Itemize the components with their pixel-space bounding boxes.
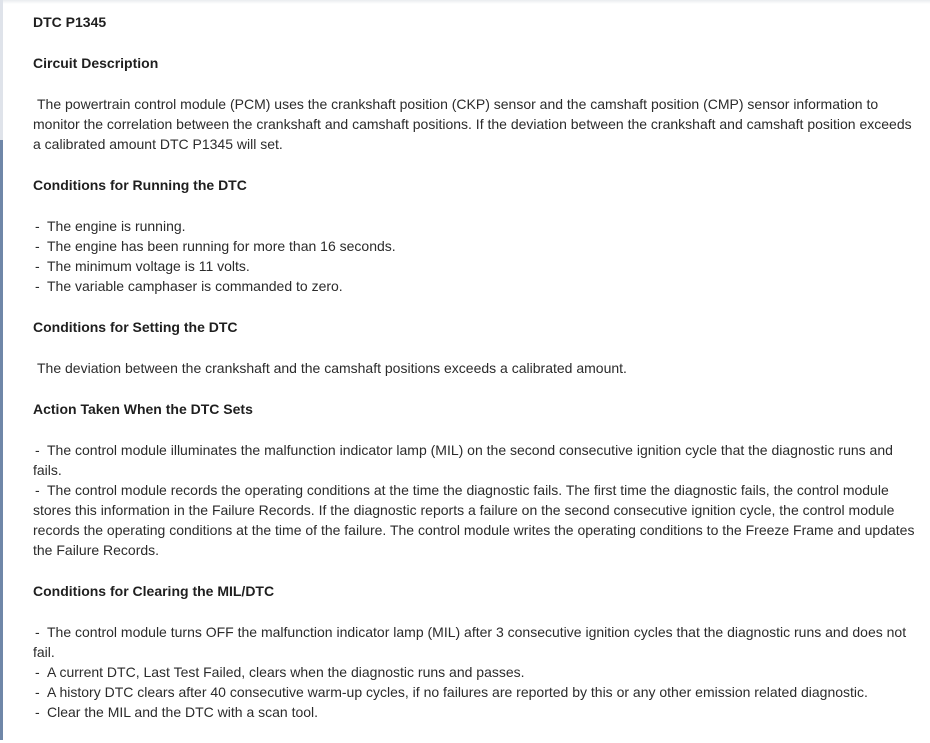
list-item bbox=[33, 622, 918, 662]
action-taken-heading: Action Taken When the DTC Sets bbox=[33, 401, 253, 417]
list-item bbox=[33, 662, 918, 682]
conditions-running-list bbox=[33, 216, 918, 296]
list-item-text: The variable camphaser is commanded to zero. bbox=[47, 278, 343, 294]
action-taken-list bbox=[33, 440, 918, 560]
bullet-dash: - bbox=[35, 278, 40, 294]
list-item bbox=[33, 682, 918, 702]
list-item-text: The control module turns OFF the malfunction indicator lamp (MIL) after 3 consecutive ignition cycles that the diagnostic runs and does not fail. bbox=[33, 624, 907, 660]
list-item bbox=[33, 236, 918, 256]
list-item-text: The engine is running. bbox=[47, 218, 186, 234]
list-item bbox=[33, 276, 918, 296]
conditions-setting-text: The deviation between the crankshaft and the camshaft positions exceeds a calibrated amount. bbox=[37, 360, 627, 376]
bullet-dash: - bbox=[35, 442, 40, 458]
list-item-text: A history DTC clears after 40 consecutive warm-up cycles, if no failures are reported by this or any other emission related diagnostic. bbox=[47, 684, 868, 700]
list-item-text: The control module records the operating conditions at the time the diagnostic fails. The first time the diagnostic fails, the control module stores this information in the Failure Records. If the diagnostic reports a failure on the second consecutive ignition cycle, the control module records the operating conditions at the time of the failure. The control module writes the operating conditions to the Freeze Frame and updates the Failure Records. bbox=[33, 482, 915, 558]
bullet-dash: - bbox=[35, 258, 40, 274]
bullet-dash: - bbox=[35, 218, 40, 234]
bullet-dash: - bbox=[35, 704, 40, 720]
top-shadow bbox=[0, 0, 930, 4]
list-item-text: The engine has been running for more than 16 seconds. bbox=[47, 238, 396, 254]
bullet-dash: - bbox=[35, 482, 40, 498]
list-item-text: The control module illuminates the malfunction indicator lamp (MIL) on the second consecutive ignition cycle that the diagnostic runs and fails. bbox=[33, 442, 893, 478]
bullet-dash: - bbox=[35, 684, 40, 700]
conditions-setting-heading: Conditions for Setting the DTC bbox=[33, 319, 238, 335]
left-accent-bar bbox=[0, 140, 3, 740]
list-item-text: Clear the MIL and the DTC with a scan tool. bbox=[47, 704, 319, 720]
list-item-text: A current DTC, Last Test Failed, clears when the diagnostic runs and passes. bbox=[47, 664, 525, 680]
list-item bbox=[33, 480, 918, 560]
dtc-title: DTC P1345 bbox=[33, 14, 107, 30]
conditions-running-heading: Conditions for Running the DTC bbox=[33, 177, 247, 193]
bullet-dash: - bbox=[35, 664, 40, 680]
list-item bbox=[33, 216, 918, 236]
list-item bbox=[33, 440, 918, 480]
conditions-clearing-heading: Conditions for Clearing the MIL/DTC bbox=[33, 583, 275, 599]
bullet-dash: - bbox=[35, 624, 40, 640]
conditions-clearing-list bbox=[33, 622, 918, 722]
list-item bbox=[33, 256, 918, 276]
circuit-description-heading: Circuit Description bbox=[33, 55, 159, 71]
bullet-dash: - bbox=[35, 238, 40, 254]
circuit-description-text: The powertrain control module (PCM) uses the crankshaft position (CKP) sensor and the camshaft position (CMP) sensor information to monitor the correlation between the crankshaft and camshaft positions. If the deviation between the crankshaft and camshaft position exceeds a calibrated amount DTC P1345 will set. bbox=[33, 96, 912, 152]
list-item-text: The minimum voltage is 11 volts. bbox=[47, 258, 250, 274]
document-body bbox=[33, 12, 918, 743]
list-item bbox=[33, 702, 918, 722]
